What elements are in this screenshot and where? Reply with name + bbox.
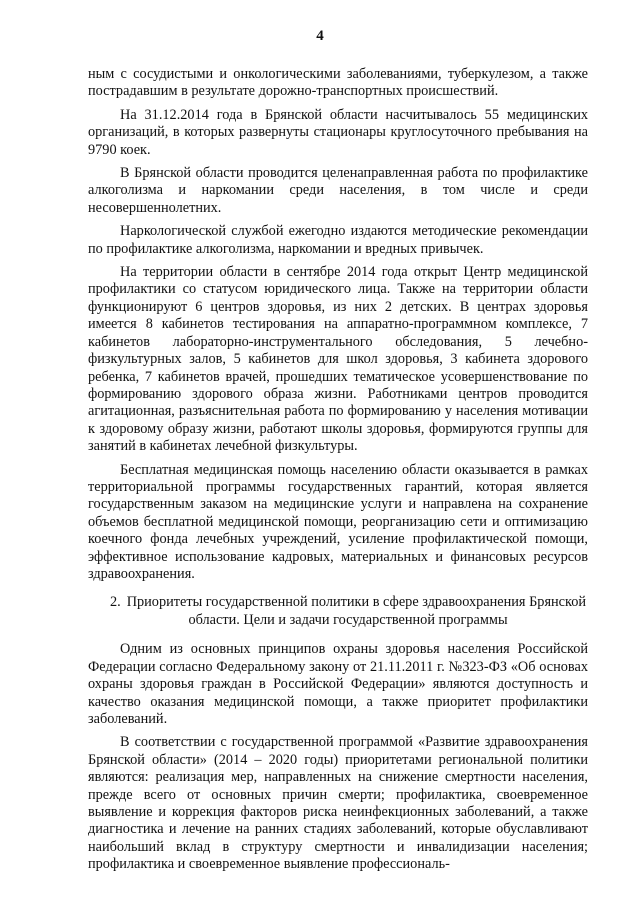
paragraph-regional-priorities: В соответствии с государственной программой «Развитие здравоохранения Брянской области» (2014 – 2020 годы) приоритетами региональной политики являются: реализация мер, направленных на снижение смертности населения, прежде всего от основных причин смерти; профилактика, своевременное выявление и коррекция факторов риска неинфекционных заболеваний, а также диагностика и лечение на ранних стадиях заболеваний, которые обуславливают наибольший вклад в структуру смертности и инвалидизации населения; профилактика и своевременное выявление профессиональ-	[88, 734, 588, 873]
paragraph-free-medical-care: Бесплатная медицинская помощь населению области оказывается в рамках территориальной программы государственных гарантий, которая является государственным заказом на медицинские услуги и направлена на сохранение объемов бесплатной медицинской помощи, реорганизацию сети и оптимизацию коечного фонда лечебных учреждений, усиление профилактической помощи, эффективное использование кадровых, материальных и финансовых ресурсов здравоохранения.	[88, 461, 588, 582]
paragraph-narcology-service: Наркологической службой ежегодно издаются методические рекомендации по профилактике алкоголизма, наркомании и вредных привычек.	[88, 223, 588, 257]
section-heading	[88, 593, 588, 629]
document-body	[88, 66, 588, 878]
paragraph-prevention-center: На территории области в сентябре 2014 года открыт Центр медицинской профилактики со статусом юридического лица. Также на территории области функционируют 6 центров здоровья, из них 2 детских. В центрах здоровья имеется 8 кабинетов тестирования на аппаратно-программном комплексе, 7 кабинетов лабораторно-инструментального обследования, 5 лечебно-физкультурных залов, 5 кабинетов для школ здоровья, 3 кабинета здорового ребенка, 7 кабинетов врачей, прошедших тематическое усовершенствование по формированию здорового образа жизни. Работниками центров проводится агитационная, разъяснительная работа по формированию у населения мотивации к здоровому образу жизни, работают школы здоровья, формируются группы для занятий в кабинетах лечебной физкультуры.	[88, 264, 588, 455]
section-heading-number: 2.	[109, 594, 121, 611]
paragraph-federal-law: Одним из основных принципов охраны здоровья населения Российской Федерации согласно Федеральному закону от 21.11.2011 г. №323-ФЗ «Об основах охраны здоровья граждан в Российской Федерации» являются доступность и качество оказания медицинской помощи, а также приоритет профилактики заболеваний.	[88, 641, 588, 727]
section-heading-text: Приоритеты государственной политики в сфере здравоохранения Брянской области. Цели и задачи государственной программы	[126, 594, 587, 629]
paragraph-continuation: ным с сосудистыми и онкологическими заболеваниями, туберкулезом, а также пострадавшим в результате дорожно-транспортных происшествий.	[88, 66, 588, 100]
paragraph-alcoholism-prevention: В Брянской области проводится целенаправленная работа по профилактике алкоголизма и наркомании среди населения, в том числе и среди несовершеннолетних.	[88, 165, 588, 216]
paragraph-medical-organizations: На 31.12.2014 года в Брянской области насчитывалось 55 медицинских организаций, в которых развернуты стационары круглосуточного пребывания на 9790 коек.	[88, 106, 588, 158]
page-number: 4	[316, 28, 324, 44]
